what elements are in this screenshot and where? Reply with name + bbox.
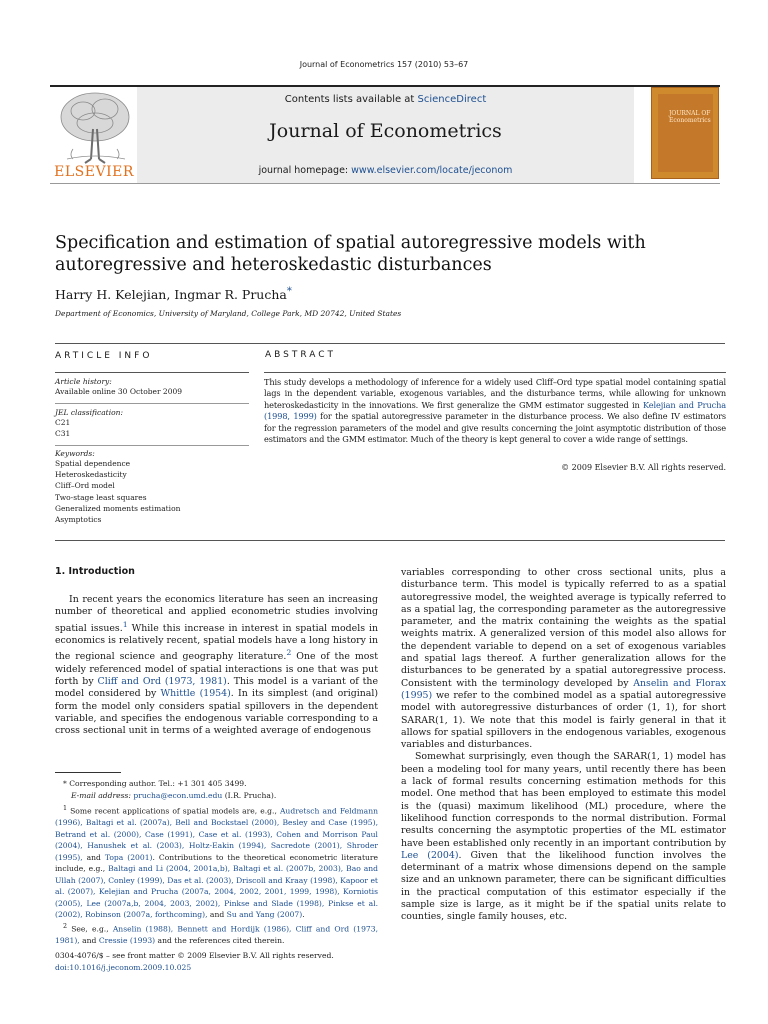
footnote-1 [55, 803, 378, 921]
intro-paragraph [401, 751, 726, 923]
intro-text: Somewhat surprisingly, even though the SARAR(1, 1) model has been a modeling tool for many years, until recently there has been a lack of formal results concerning estimation methods for this model. One method that has been employed to estimate this model is the (quasi) maximum likelihood (ML) procedure, where the likelihood function corresponds to the normal distribution. Formal results concerning the asymptotic properties of the ML estimator have been established only recently in an important contribution by [401, 751, 726, 849]
keywords-block [55, 449, 249, 525]
keyword: Generalized moments estimation [55, 503, 181, 513]
article-info-heading: ARTICLE INFO [55, 351, 153, 361]
intro-text: . In its simplest (and original) form the model only considers spatial spillovers in the dependent variable, and specifies the endogenous variable corresponding to a cross sectional unit in terms of a weighted average of endogenous [55, 688, 378, 737]
author-affiliation: Department of Economics, University of Maryland, College Park, MD 20742, United States [55, 309, 402, 318]
contents-available-line [137, 94, 634, 105]
article-info-rule [55, 372, 249, 373]
article-authors [55, 286, 292, 302]
author-names: Harry H. Kelejian, Ingmar R. Prucha [55, 287, 287, 303]
abstract-heading: ABSTRACT [265, 350, 337, 360]
footnote-2-citation[interactable]: Cressie (1993) [98, 935, 156, 945]
journal-citation: Journal of Econometrics 157 (2010) 53–67 [299, 60, 469, 69]
keyword: Spatial dependence [55, 459, 131, 468]
footnote-corresponding [55, 778, 378, 790]
header-bottom-rule [50, 183, 720, 184]
section-rule-bottom [55, 540, 725, 541]
footnote-2-mark: 2 [63, 922, 68, 930]
keyword: Cliff–Ord model [55, 481, 115, 491]
footnote-2-citations[interactable]: Anselin (1988), Bennett and Hordijk (1986), Cliff and Ord (1973, 1981), [55, 924, 378, 945]
intro-text: variables corresponding to other cross sectional units, plus a disturbance term. This model is typically referred to as a spatial autoregressive model, the weighted average is typically referred to as a spatial lag, the corresponding parameter as the autoregressive parameter, and the matrix containing the weights as the spatial weights matrix. A generalized version of this model also allows for the dependent variable to depend on a set of exogenous variables and spatial lags thereof. A further generalization allows for the disturbances to be generated by a spatial autoregressive process. Consistent with the terminology developed by [401, 567, 726, 689]
intro-text: . This model is a variant of the model considered by [55, 676, 378, 700]
contents-prefix: Contents lists available at [284, 94, 418, 105]
footnote-star-text: Corresponding author. Tel.: +1 301 405 3499. [69, 779, 247, 788]
journal-homepage-line [137, 165, 634, 176]
footnote-2 [55, 921, 378, 947]
footnote-2-and: and [79, 935, 99, 945]
journal-name: Journal of Econometrics [269, 120, 502, 142]
jel-block [55, 408, 249, 439]
elsevier-wordmark: ELSEVIER [54, 164, 134, 180]
abstract-citation-link[interactable]: Kelejian and Prucha (1998, 1999) [264, 399, 726, 422]
footnotes-block [55, 778, 378, 946]
keywords-label: Keywords: [55, 449, 95, 458]
footnote-2-text: See, e.g., [71, 924, 113, 934]
abstract-rule [264, 372, 726, 373]
abstract-text [264, 377, 726, 445]
email-suffix: (I.R. Prucha). [222, 790, 277, 800]
citation-link[interactable]: Whittle (1954) [160, 688, 231, 700]
article-history-block [55, 377, 249, 397]
footnote-email [55, 790, 378, 802]
intro-right-column [401, 567, 726, 924]
footnote-2-end: and the references cited therein. [155, 935, 285, 945]
info-divider-2 [55, 445, 249, 446]
citation-link[interactable]: Cliff and Ord (1973, 1981) [97, 676, 227, 688]
citation-link[interactable]: Lee (2004) [401, 849, 459, 861]
footnote-star-mark: * [63, 779, 67, 788]
intro-left-column [55, 594, 378, 738]
citation-link[interactable]: Anselin and Florax (1995) [401, 677, 726, 701]
intro-text: While this increase in interest in spatial models in economics is relatively recent, spatial models have a long history in the regional science and geography literature. [55, 622, 378, 663]
sciencedirect-link[interactable]: ScienceDirect [417, 94, 487, 105]
article-title: Specification and estimation of spatial autoregressive models with autoregressive and heteroskedastic disturbances [55, 233, 646, 275]
jel-label: JEL classification: [55, 408, 123, 417]
intro-text: In recent years the economics literature has seen an increasing number of theoretical and applied econometric studies involving spatial issues. [55, 594, 378, 634]
journal-homepage-link[interactable]: www.elsevier.com/locate/jeconom [351, 165, 513, 176]
journal-cover-title: JOURNAL OF Econometrics [669, 110, 711, 124]
article-history-label: Article history: [55, 377, 112, 386]
jel-code: C21 [55, 418, 71, 427]
homepage-prefix: journal homepage: [258, 165, 352, 176]
journal-cover-thumbnail [651, 87, 719, 179]
corresponding-author-mark[interactable]: * [286, 286, 292, 297]
email-label: E-mail address: [71, 790, 134, 800]
footnote-1-and-2: and [207, 910, 227, 920]
email-link[interactable]: prucha@econ.umd.edu [133, 790, 223, 800]
abstract-part-1: This study develops a methodology of inference for a widely used Cliff–Ord type spatial model containing spatial lags in the dependent variable, exogenous variables, and the disturbance terms, while allowing for unknown heteroskedasticity in the innovations. We first generalize the GMM estimator suggested in [264, 377, 726, 410]
footnote-1-end: . [302, 910, 305, 920]
section-rule-top [55, 343, 725, 344]
journal-cover-panel [658, 94, 713, 172]
footnote-1-and: and [82, 852, 105, 862]
intro-text: . Given that the likelihood function involves the determinant of a matrix whose dimensions depend on the sample size and an unknown parameter, there can be significant difficulties in the practical computation of this estimator especially if the sample size is large, as it might be if the spatial units relate to counties, single family houses, etc. [401, 849, 726, 923]
keyword: Asymptotics [55, 515, 102, 525]
footnote-ref-1[interactable]: 1 [122, 619, 128, 629]
footnote-1-citation[interactable]: Topa (2001) [104, 852, 153, 862]
intro-paragraph [401, 567, 726, 751]
doi-link[interactable]: doi:10.1016/j.jeconom.2009.10.025 [55, 962, 192, 972]
footnote-rule [55, 772, 121, 773]
footnote-1-citations[interactable]: Audretsch and Feldmann (1996), Baltagi et al. (2007a), Bell and Bockstael (2000), Besley and Case (1995), Betrand et al. (2000), Case (1991), Case et al. (1993), Cohen and Morrison Paul (2004), Hanushek et al. (2003), Holtz-Eakin (1994), Sacredote (2001), Shroder (1995), [55, 806, 378, 862]
footnote-1-text: Some recent applications of spatial models are, e.g., [70, 806, 280, 816]
issn-line: 0304-4076/$ – see front matter © 2009 Elsevier B.V. All rights reserved. [55, 951, 334, 960]
info-divider-1 [55, 403, 249, 404]
keyword: Two-stage least squares [55, 492, 147, 502]
introduction-heading: 1. Introduction [55, 566, 135, 577]
abstract-part-2: for the spatial autoregressive parameter in the disturbance process. We also define IV estimators for the regression parameters of the model and give results concerning the joint asymptotic distribution of those estimators and the GMM estimator. Much of the theory is kept general to cover a wide range of settings. [264, 411, 726, 445]
footnote-1-mid: . Contributions to the theoretical econometric literature include, e.g., [55, 852, 379, 874]
abstract-copyright: © 2009 Elsevier B.V. All rights reserved. [561, 463, 726, 472]
jel-code: C31 [55, 429, 71, 439]
footnote-1-citations-2[interactable]: Baltagi and Li (2004, 2001a,b), Baltagi et al. (2007b, 2003), Bao and Ullah (2007), Conley (1999), Das et al. (2003), Driscoll and Kraay (1998), Kapoor et al. (2007), Kelejian and Prucha (2007a, 2004, 2002, 2001, 1999, 1998), Korniotis (2005), Lee (2007a,b, 2004, 2003, 2002), Pinkse and Slade (1998), Pinkse et al. (2002), Robinson (2007a, forthcoming), [55, 864, 378, 920]
keyword: Heteroskedasticity [55, 470, 127, 480]
article-history-value: Available online 30 October 2009 [55, 387, 183, 396]
intro-text: we refer to the combined model as a spatial autoregressive model with autoregressive disturbances of order (1, 1), for short SARAR(1, 1). We note that this model is fairly general in that it allows for spatial spillovers in the endogenous variables, exogenous variables and disturbances. [401, 689, 726, 751]
issn-doi-block [55, 950, 334, 973]
footnote-1-citation-end[interactable]: Su and Yang (2007) [226, 910, 303, 920]
footnote-1-mark: 1 [63, 805, 68, 812]
footnote-ref-2[interactable]: 2 [286, 648, 292, 658]
intro-text: One of the most widely referenced model of spatial interactions is one that was put forth by [55, 651, 378, 688]
